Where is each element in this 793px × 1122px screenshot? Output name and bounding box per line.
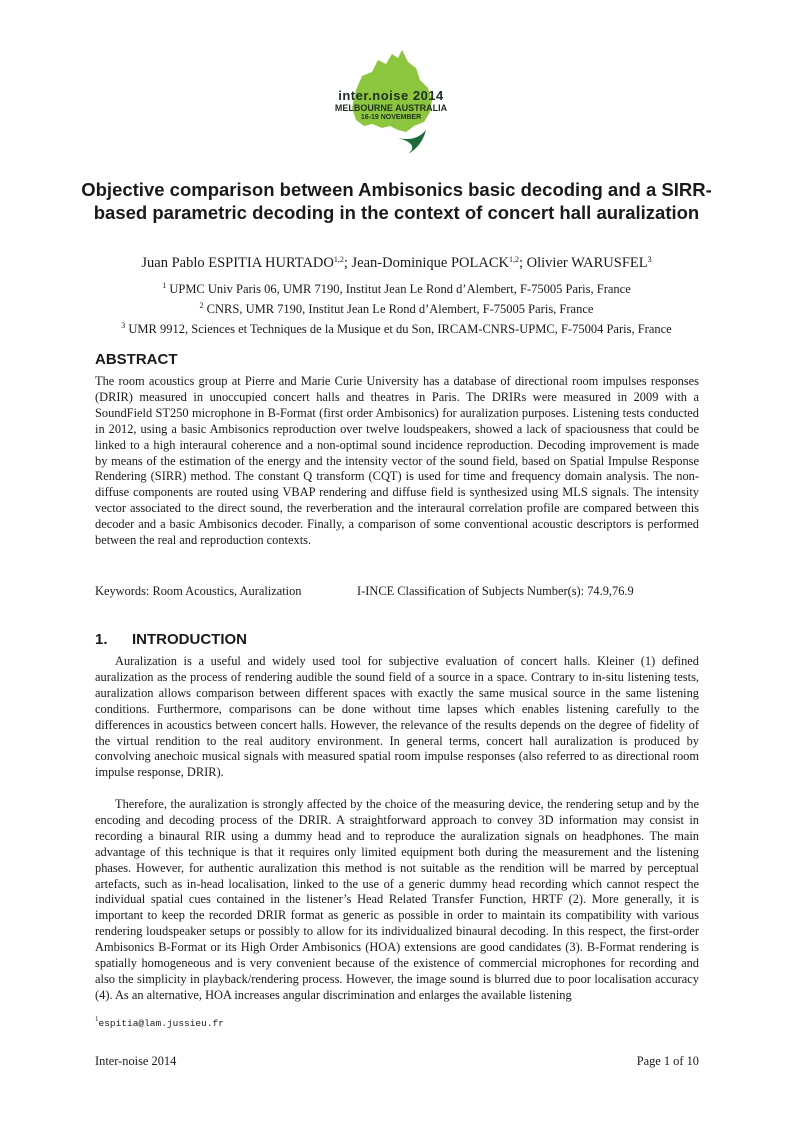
author-affiliation-mark: 3 [647,255,652,264]
classification: I-INCE Classification of Subjects Number(s): 74.9,76.9 [357,584,634,598]
section-title: INTRODUCTION [132,631,247,648]
author-line [60,255,733,272]
intro-paragraph: Auralization is a useful and widely used tool for subjective evaluation of concert halls. Kleiner (1) defined auralization as the process of rendering audible the sound field of a source in a space. Contrary to in-situ listening tests, auralization allows comparison between different spaces with exactly the same musical source in the same listening conditions. Furthermore, comparisons can be done without time lapses which enables listening carefully to the differences in acoustics between concert halls. However, the relevance of the results depends on the degree of fidelity of the virtual rendition to the real auditory environment. In general terms, concert hall auralization is produced by convolving anechoic musical signals with measured spatial room impulse responses (also referred to as directional room impulse response, DRIR). [95,654,699,780]
affiliation-text: UMR 9912, Sciences et Techniques de la Musique et du Son, IRCAM-CNRS-UPMC, F-75004 Paris, France [128,322,672,336]
author-separator: ; [519,255,527,271]
author-separator: ; [343,255,352,271]
running-footer-left: Inter-noise 2014 [95,1054,177,1068]
page-number: Page 1 of 10 [636,1054,699,1068]
author-name: Olivier WARUSFEL [526,255,648,271]
intro-paragraph: Therefore, the auralization is strongly affected by the choice of the measuring device, the rendering setup and by the encoding and decoding process of the DRIR. A straightforward approach to convey 3D information may consist in recording a binaural RIR using a dummy head and to reproduce the auralization signals on headphones. The main advantage of this technique is that it requires only limited equipment both during the measurement and the listening phases. However, for authentic auralization this method is not suitable as the rendition will be marred by perceptual artefacts, such as in-head localisation, linked to the use of a generic dummy head recording which cannot respect the individual spatial cues contained in the listener’s Head Related Transfer Function, HRTF (2). More generally, it is important to keep the recorded DRIR format as generic as possible in order to maintain its compatibility with various rendering loudspeaker setups or possibly to allow for its individualized binaural decoding. In this respect, the first-order Ambisonics B-Format or its High Order Ambisonics (HOA) extensions are good candidates (3). B-Format rendering is spatially homogeneous and is very convenient because of the existence of commercial microphones for recording and also the simplicity in playback/rendering process. However, the image sound is blurred due to poor localisation accuracy (4). As an alternative, HOA increases angular discrimination and enlarges the available listening [95,797,699,1002]
author-name: Juan Pablo ESPITIA HURTADO [141,255,334,271]
author-affiliation-mark: 1,2 [509,255,519,264]
footnote-mark: 1 [95,1015,99,1023]
affiliation-mark: 1 [162,281,167,290]
author-affiliation-mark: 1,2 [333,255,344,264]
logo-location: MELBOURNE AUSTRALIA [334,103,448,113]
boomerang-shape [398,130,426,154]
logo-title: inter.noise 2014 [338,88,444,103]
keywords: Keywords: Room Acoustics, Auralization [95,584,302,598]
abstract-text: The room acoustics group at Pierre and Marie Curie University has a database of directional room impulses responses (DRIR) measured in unoccupied concert halls and theatres in Paris. The DRIRs were measured in 2009 with a SoundField ST250 microphone in B-Format (first order Ambisonics) for auralization purposes. Listening tests conducted in 2012, using a basic Ambisonics reproduction over twelve loudspeakers, showed a lack of spaciousness that could be linked to a high interaural coherence and a non-optimal sound incidence reproduction. Decoding improvement is made by means of the estimation of the energy and the intensity vector of the sound field, based on Spatial Impulse Response Rendering (SIRR) method. The constant Q transform (CQT) is used for time and frequency domain analysis. The non-diffuse components are routed using VBAP rendering and diffuse field is synthesized using MLS signals. The intensity vector associated to the direct sound, the reverberation and the interaural correlation profile are compared between this decoder and a basic Ambisonics decoder. Finally, a comparison of some conventional acoustic descriptors is performed between the real and reproduction contexts. [95,374,699,548]
affiliation [60,322,733,337]
paper-title: Objective comparison between Ambisonics basic decoding and a SIRR-based parametric decoding in the context of concert hall auralization [81,179,712,223]
conference-logo [328,46,454,164]
affiliation-mark: 2 [199,301,204,310]
affiliation-mark: 3 [121,321,126,330]
footnote-email: espitia@lam.jussieu.fr [98,1018,224,1029]
abstract-heading: ABSTRACT [95,351,178,368]
affiliation-text: CNRS, UMR 7190, Institut Jean Le Rond d’Alembert, F-75005 Paris, France [206,302,594,316]
affiliation [60,282,733,297]
logo-dates: 16-19 NOVEMBER [360,114,422,121]
footnote [95,1015,224,1029]
section-heading [95,631,247,648]
affiliation-text: UPMC Univ Paris 06, UMR 7190, Institut Jean Le Rond d’Alembert, F-75005 Paris, France [169,282,631,296]
affiliation [60,302,733,317]
section-number: 1. [95,631,108,648]
author-name: Jean-Dominique POLACK [351,255,509,271]
